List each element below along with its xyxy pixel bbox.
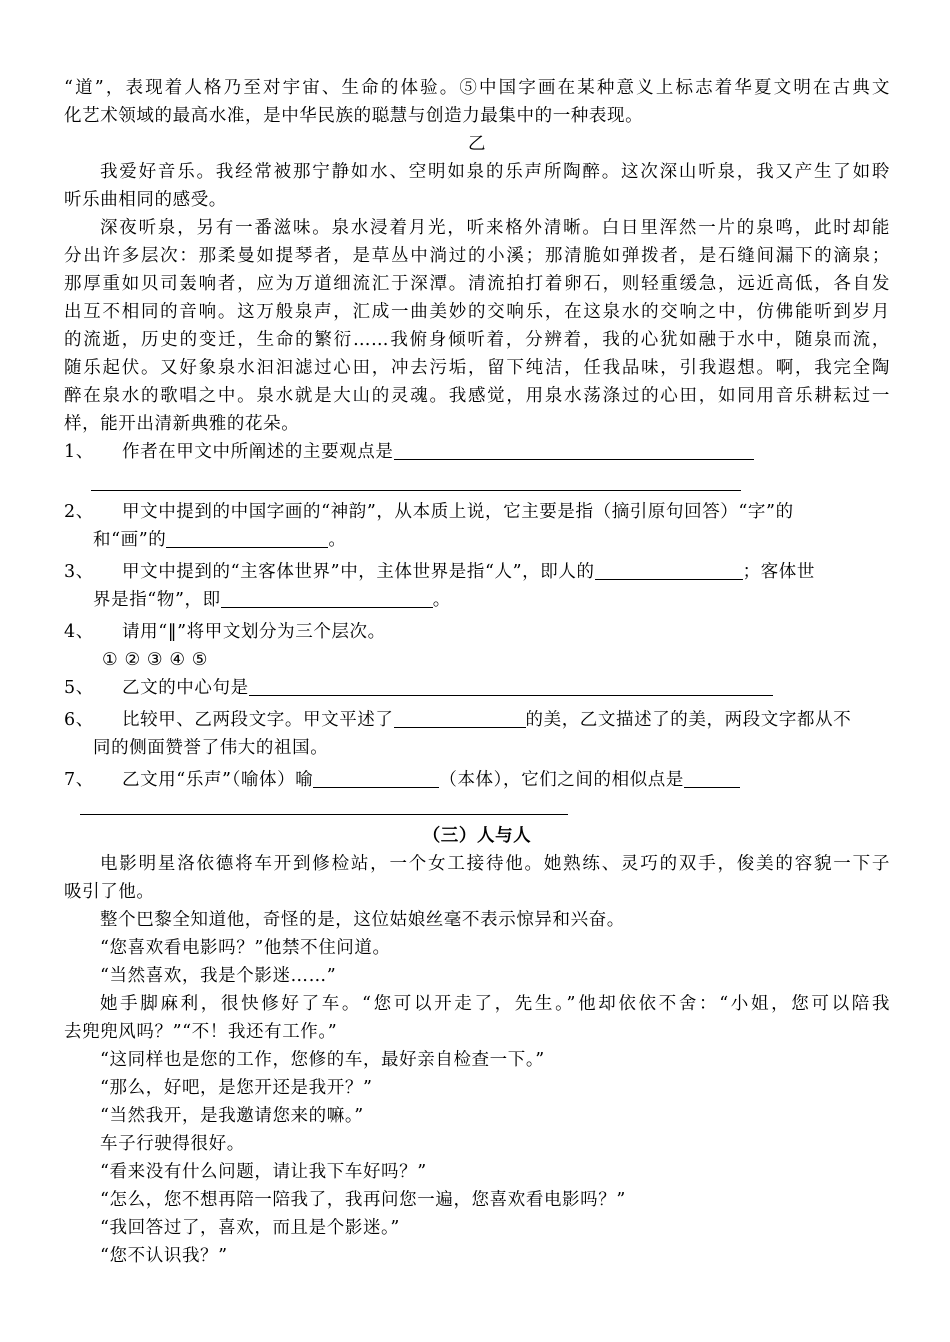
question-7-answer-line (64, 794, 890, 818)
question-2 (64, 498, 890, 526)
question-number: 1、 (64, 442, 94, 462)
answer-blank[interactable] (394, 707, 526, 728)
answer-blank[interactable] (249, 675, 773, 696)
question-text: 和“画”的 (93, 530, 167, 550)
story-text-line: 她手脚麻利，很快修好了车。“您可以开走了，先生。”他却依依不舍：“小姐，您可以陪我 (100, 994, 890, 1014)
yi-text-line: 那厚重如贝司轰响者，应为万道细流汇于深潭。清流拍打着卵石，则轻重缓急，远近高低，各自发 (64, 274, 890, 294)
story-text-line: “您不认识我？” (100, 1246, 228, 1266)
question-text: 。 (432, 590, 451, 610)
question-number: 7、 (64, 770, 94, 790)
question-number: 4、 (64, 622, 94, 642)
yi-text-line: 分出许多层次：那柔曼如提琴者，是草丛中淌过的小溪；那清脆如弹拨者，是石缝间漏下的滴泉； (64, 246, 890, 266)
question-text: 的美，乙文描述了的美，两段文字都从不 (525, 710, 852, 730)
question-text: 作者在甲文中所阐述的主要观点是 (122, 442, 394, 462)
yi-text-line: 出互不相同的音响。这万般泉声，汇成一曲美妙的交响乐，在这泉水的交响之中，仿佛能听到岁月 (64, 302, 890, 322)
story-text-line: “当然我开，是我邀请您来的嘛。” (100, 1106, 364, 1126)
section-3-body (64, 850, 890, 1270)
question-number: 6、 (64, 710, 94, 730)
question-number: 5、 (64, 678, 94, 698)
story-text-line: “我回答过了，喜欢，而且是个影迷。” (100, 1218, 400, 1238)
answer-blank[interactable] (221, 587, 433, 608)
question-text: 比较甲、乙两段文字。甲文平述了 (122, 710, 394, 730)
question-7 (64, 766, 890, 794)
jia-text-line: “道”，表现着人格乃至对宇宙、生命的体验。⑤中国字画在某种意义上标志着华夏文明在古典文 (64, 78, 890, 98)
question-5 (64, 674, 890, 702)
question-text: 。 (328, 530, 347, 550)
question-text: ；客体世 (742, 562, 815, 582)
yi-text-line: 随乐起伏。又好象泉水汩汩滤过心田，冲去污垢，留下纯洁，任我品味，引我遐想。啊，我完全陶 (64, 358, 890, 378)
answer-blank[interactable] (80, 794, 568, 815)
story-text-line: “您喜欢看电影吗？”他禁不住问道。 (100, 938, 391, 958)
question-3 (64, 558, 890, 586)
story-text-line: “这同样也是您的工作，您修的车，最好亲自检查一下。” (100, 1050, 545, 1070)
yi-text-line: 听乐曲相同的感受。 (64, 190, 227, 210)
story-text-line: “当然喜欢，我是个影迷……” (100, 966, 337, 986)
question-text: 乙文用“乐声”（喻体）喻 (122, 770, 314, 790)
story-text-line: 去兜兜风吗？”“不！我还有工作。” (64, 1022, 338, 1042)
yi-text-line: 深夜听泉，另有一番滋味。泉水浸着月光，听来格外清晰。白日里浑然一片的泉鸣，此时却能 (100, 218, 890, 238)
answer-blank[interactable] (684, 767, 740, 788)
question-3-cont (64, 586, 890, 614)
question-text: 甲文中提到的中国字画的“神韵”，从本质上说，它主要是指（摘引原句回答）“字”的 (122, 502, 794, 522)
question-6 (64, 706, 890, 734)
question-4 (64, 618, 890, 646)
question-2-cont (64, 526, 890, 554)
question-number: 3、 (64, 562, 94, 582)
document-page (64, 74, 890, 1270)
jia-text-line: 化艺术领域的最高水准，是中华民族的聪慧与创造力最集中的一种表现。 (64, 106, 644, 126)
question-text: 界是指“物”，即 (93, 590, 221, 610)
yi-text-line: 醉在泉水的歌唱之中。泉水就是大山的灵魂。我感觉，用泉水荡涤过的心田，如同用音乐耕耘过一 (64, 386, 890, 406)
answer-blank[interactable] (313, 767, 439, 788)
story-text-line: “那么，好吧，是您开还是我开？” (100, 1078, 373, 1098)
yi-text-line: 的流逝，历史的变迁，生命的繁衍……我俯身倾听着，分辨着，我的心犹如融于水中，随泉而流， (64, 330, 890, 350)
section-title-3: （三）人与人 (422, 826, 532, 846)
story-text-line: 电影明星洛依德将车开到修检站，一个女工接待他。她熟练、灵巧的双手，俊美的容貌一下子 (100, 854, 890, 874)
story-text-line: 车子行驶得很好。 (100, 1134, 245, 1154)
question-4-markers: ① ② ③ ④ ⑤ (102, 650, 209, 670)
question-6-cont: 同的侧面赞誉了伟大的祖国。 (93, 738, 329, 758)
question-text: 请用“‖”将甲文划分为三个层次。 (122, 622, 386, 642)
section-title-yi: 乙 (467, 134, 487, 154)
story-text-line: “看来没有什么问题，请让我下车好吗？” (100, 1162, 427, 1182)
question-number: 2、 (64, 502, 94, 522)
question-text: 乙文的中心句是 (122, 678, 249, 698)
question-text: （本体），它们之间的相似点是 (439, 770, 684, 790)
question-1 (64, 438, 890, 466)
story-text-line: 吸引了他。 (64, 882, 155, 902)
answer-blank[interactable] (166, 527, 328, 548)
yi-text-line: 我爱好音乐。我经常被那宁静如水、空明如泉的乐声所陶醉。这次深山听泉，我又产生了如聆 (100, 162, 890, 182)
story-text-line: 整个巴黎全知道他，奇怪的是，这位姑娘丝毫不表示惊异和兴奋。 (100, 910, 625, 930)
story-text-line: “怎么，您不想再陪一陪我了，我再问您一遍，您喜欢看电影吗？” (100, 1190, 626, 1210)
answer-blank[interactable] (595, 559, 743, 580)
answer-blank[interactable] (91, 470, 741, 491)
question-1-answer-line (64, 466, 890, 494)
answer-blank[interactable] (394, 439, 754, 460)
question-text: 甲文中提到的“主客体世界”中，主体世界是指“人”，即人的 (122, 562, 595, 582)
yi-text-line: 样，能开出清新典雅的花朵。 (64, 414, 300, 434)
